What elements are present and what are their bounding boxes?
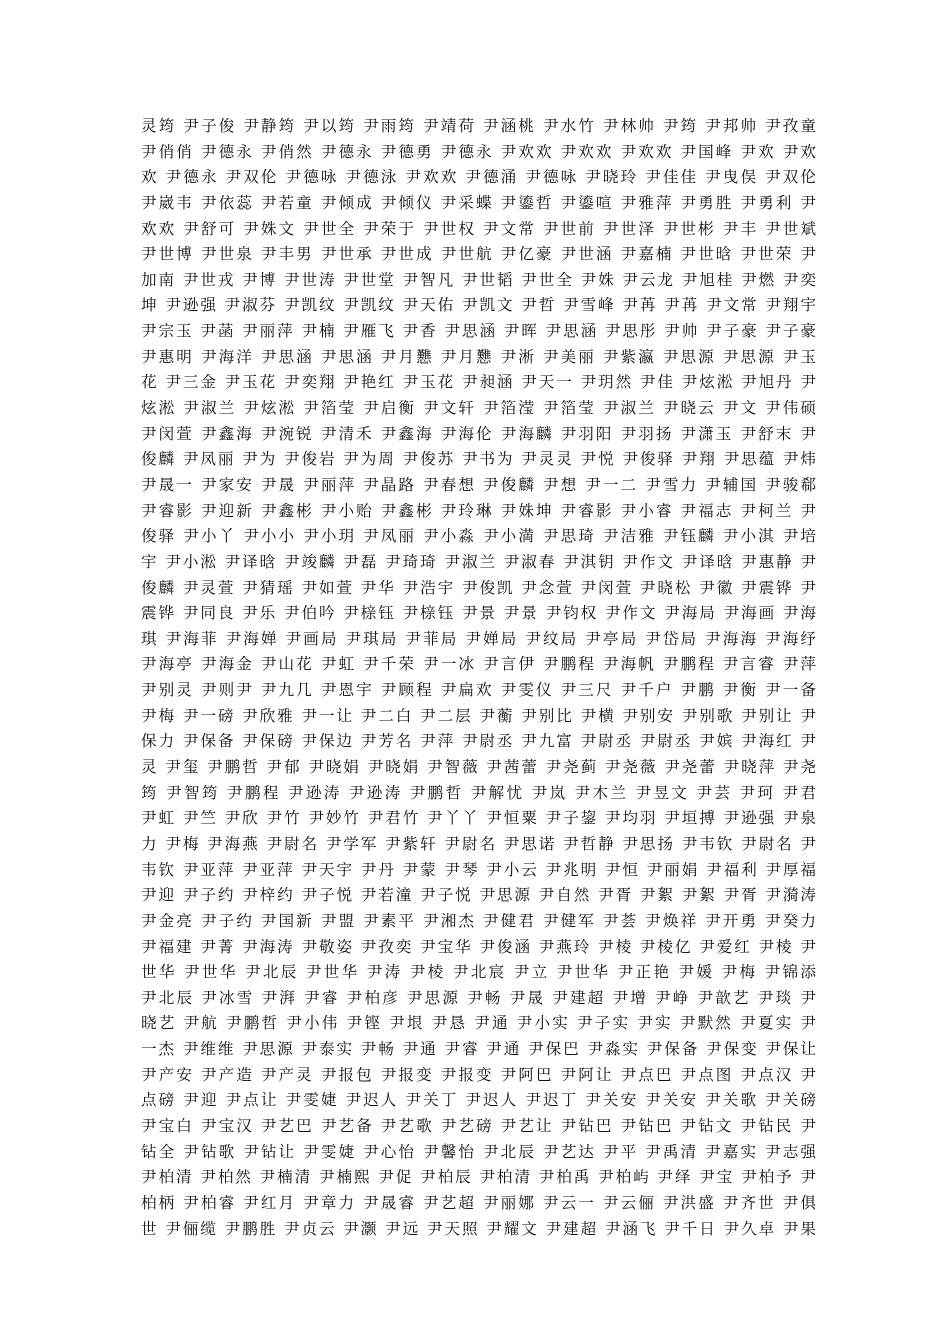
text-line: 力 尹梅 尹海燕 尹尉名 尹学军 尹紫轩 尹尉名 尹思诺 尹哲静 尹思扬 尹韦钦 尹尉名 尹 bbox=[141, 834, 816, 853]
text-line: 灵 尹玺 尹鹏哲 尹郁 尹晓娟 尹晓娟 尹智薇 尹茜蕾 尹尧蓟 尹尧薇 尹尧蕾 尹晓萍 尹尧 bbox=[141, 758, 816, 777]
text-line: 点磅 尹迎 尹点让 尹雯婕 尹迟人 尹关丁 尹迟人 尹迟丁 尹关安 尹关安 尹关歌 尹关磅 bbox=[141, 1091, 816, 1110]
text-line: 尹梅 尹一磅 尹欣雅 尹一让 尹二白 尹二层 尹蘅 尹别比 尹横 尹别安 尹别歌 尹别让 尹 bbox=[141, 706, 816, 725]
text-line: 俊麟 尹凤丽 尹为 尹俊岩 尹为周 尹俊苏 尹书为 尹灵灵 尹悦 尹俊驿 尹翔 尹思蕴 尹炜 bbox=[141, 450, 816, 469]
text-line: 尹北辰 尹冰雪 尹湃 尹睿 尹柏彦 尹思源 尹畅 尹晟 尹建超 尹增 尹峥 尹歆艺 尹琰 尹 bbox=[141, 988, 816, 1007]
text-line: 尹宗玉 尹菡 尹丽萍 尹楠 尹雁飞 尹香 尹思涵 尹晖 尹思涵 尹思彤 尹帅 尹子豪 尹子豪 bbox=[141, 322, 816, 341]
text-line: 尹睿影 尹迎新 尹鑫彬 尹小贻 尹鑫彬 尹玲琳 尹姝坤 尹睿影 尹小睿 尹福志 尹柯兰 尹 bbox=[141, 501, 816, 520]
text-line: 尹宝白 尹宝汉 尹艺巴 尹艺备 尹艺歌 尹艺磅 尹艺让 尹钻巴 尹钻巴 尹钻文 尹钻民 尹 bbox=[141, 1116, 816, 1135]
text-line: 花 尹三金 尹玉花 尹奕翔 尹艳红 尹玉花 尹昶涵 尹天一 尹玥然 尹佳 尹炫淞 尹旭丹 尹 bbox=[141, 373, 816, 392]
text-line: 欢 尹德永 尹双伦 尹德咏 尹德泳 尹欢欢 尹德涌 尹德咏 尹晓玲 尹佳佳 尹曳俣 尹双伦 bbox=[141, 168, 816, 187]
text-line: 坤 尹逊强 尹淑芬 尹凯纹 尹凯纹 尹天佑 尹凯文 尹哲 尹雪峰 尹苒 尹苒 尹文常 尹翔宇 bbox=[141, 296, 816, 315]
text-line: 尹海亭 尹海金 尹山花 尹虹 尹千荣 尹一冰 尹言伊 尹鹏程 尹海帆 尹鹏程 尹言睿 尹萍 bbox=[141, 655, 816, 674]
text-line: 欢欢 尹舒可 尹姝文 尹世全 尹荣于 尹世权 尹文常 尹世前 尹世泽 尹世彬 尹丰 尹世斌 bbox=[141, 219, 816, 238]
text-line: 尹晟一 尹家安 尹晟 尹丽萍 尹晶路 尹春想 尹俊麟 尹想 尹一二 尹雪力 尹辅国 尹骏郗 bbox=[141, 475, 816, 494]
text-line: 俊麟 尹灵萱 尹猜瑶 尹如萱 尹华 尹浩宇 尹俊凯 尹念萱 尹闵萱 尹晓松 尹徽 尹震铧 尹 bbox=[141, 578, 816, 597]
text-line: 宇 尹小淞 尹译晗 尹竣麟 尹磊 尹琦琦 尹淑兰 尹淑春 尹淇钥 尹作文 尹译晗 尹惠静 尹 bbox=[141, 552, 816, 571]
text-line: 尹福建 尹菁 尹海涛 尹敬姿 尹孜奕 尹宝华 尹俊涵 尹燕玲 尹棱 尹棱亿 尹爱红 尹棱 尹 bbox=[141, 937, 816, 956]
text-line: 俊驿 尹小丫 尹小小 尹小玥 尹凤丽 尹小淼 尹小満 尹思琦 尹洁雅 尹钰麟 尹小淇 尹培 bbox=[141, 527, 816, 546]
text-line: 琪 尹海菲 尹海婵 尹画局 尹琪局 尹菲局 尹婵局 尹纹局 尹亭局 尹岱局 尹海海 尹海纾 bbox=[141, 629, 816, 648]
text-line: 尹闵萱 尹鑫海 尹涴锐 尹清禾 尹鑫海 尹海伦 尹海麟 尹羽阳 尹羽扬 尹潇玉 尹舒末 尹 bbox=[141, 424, 816, 443]
text-line: 尹虹 尹竺 尹欣 尹竹 尹妙竹 尹君竹 尹丫丫 尹恒粟 尹子鋆 尹均羽 尹垣搏 尹逊强 尹泉 bbox=[141, 809, 816, 828]
text-line: 尹金亮 尹子约 尹国新 尹盟 尹素平 尹湘杰 尹健君 尹健军 尹荟 尹焕祥 尹开勇 尹癸力 bbox=[141, 911, 816, 930]
text-line: 炫淞 尹淑兰 尹炫淞 尹箔莹 尹启衡 尹文轩 尹箔滢 尹箔莹 尹淑兰 尹晓云 尹文 尹伟硕 bbox=[141, 399, 816, 418]
text-line: 尹柏清 尹柏然 尹楠清 尹楠熙 尹促 尹柏辰 尹柏清 尹柏禹 尹柏屿 尹绎 尹宝 尹柏予 尹 bbox=[141, 1168, 816, 1187]
text-line: 柏柄 尹柏睿 尹红月 尹章力 尹晟睿 尹艺超 尹丽娜 尹云一 尹云俪 尹洪盛 尹齐世 尹俱 bbox=[141, 1193, 816, 1212]
text-line: 尹别灵 尹则尹 尹九几 尹恩宇 尹顾程 尹扁欢 尹雯仪 尹三尺 尹千户 尹鹏 尹衡 尹一备 bbox=[141, 681, 816, 700]
text-line: 一杰 尹维维 尹思源 尹泰实 尹畅 尹通 尹睿 尹通 尹保巴 尹淼实 尹保备 尹保变 尹保让 bbox=[141, 1040, 816, 1059]
text-line: 尹迎 尹子约 尹梓约 尹子悦 尹若潼 尹子悦 尹思源 尹自然 尹胥 尹絮 尹絮 尹胥 尹漪涛 bbox=[141, 886, 816, 905]
text-line: 尹惠明 尹海洋 尹思涵 尹思涵 尹月戁 尹月戁 尹淅 尹美丽 尹紫瀛 尹思源 尹思源 尹玉 bbox=[141, 347, 816, 366]
text-line: 震铧 尹同良 尹乐 尹伯吟 尹榇钰 尹榇钰 尹景 尹景 尹钧权 尹作文 尹海局 尹海画 尹海 bbox=[141, 604, 816, 623]
text-line: 筠 尹智筠 尹鹏程 尹逊涛 尹逊涛 尹鹏哲 尹解忧 尹岚 尹木兰 尹昱文 尹芸 尹珂 尹君 bbox=[141, 783, 816, 802]
document-page bbox=[141, 114, 816, 1242]
text-line: 韦钦 尹亚萍 尹亚萍 尹天宇 尹丹 尹蒙 尹琴 尹小云 尹兆明 尹恒 尹丽娟 尹福利 尹厚福 bbox=[141, 860, 816, 879]
text-line: 尹俏俏 尹德永 尹俏然 尹德永 尹德勇 尹德永 尹欢欢 尹欢欢 尹欢欢 尹国峰 尹欢 尹欢 bbox=[141, 142, 816, 161]
text-line: 加南 尹世戎 尹博 尹世涛 尹世堂 尹智凡 尹世韬 尹世全 尹姝 尹云龙 尹旭桂 尹燃 尹奕 bbox=[141, 270, 816, 289]
text-line: 世华 尹世华 尹北辰 尹世华 尹涛 尹棱 尹北宸 尹立 尹世华 尹正艳 尹媛 尹梅 尹锦添 bbox=[141, 963, 816, 982]
text-line: 尹产安 尹产造 尹产灵 尹报包 尹报变 尹报变 尹阿巴 尹阿让 尹点巴 尹点图 尹点汉 尹 bbox=[141, 1065, 816, 1084]
text-line: 保力 尹保备 尹保磅 尹保边 尹芳名 尹萍 尹尉丞 尹九富 尹尉丞 尹尉丞 尹嫔 尹海红 尹 bbox=[141, 732, 816, 751]
text-line: 尹世博 尹世泉 尹丰男 尹世承 尹世成 尹世航 尹亿豪 尹世涵 尹嘉楠 尹世晗 尹世荣 尹 bbox=[141, 245, 816, 264]
text-line: 灵筠 尹子俊 尹静筠 尹以筠 尹雨筠 尹靖荷 尹涵桃 尹水竹 尹林帅 尹筠 尹邦帅 尹孜童 bbox=[141, 117, 816, 135]
text-line: 钻全 尹钻歌 尹钻让 尹雯婕 尹心怡 尹馨怡 尹北辰 尹艺达 尹平 尹禹清 尹嘉实 尹志强 bbox=[141, 1142, 816, 1161]
text-line: 晓艺 尹航 尹鹏哲 尹小伟 尹铿 尹垠 尹恳 尹通 尹小实 尹子实 尹实 尹默然 尹夏实 尹 bbox=[141, 1014, 816, 1033]
text-line: 世 尹俪缆 尹鹏胜 尹贞云 尹灏 尹远 尹天照 尹耀文 尹建超 尹涵飞 尹千日 尹久卓 尹果 bbox=[141, 1219, 816, 1238]
text-line: 尹崴韦 尹依蕊 尹若童 尹倾成 尹倾仪 尹采蝶 尹鎏哲 尹鎏喧 尹雅萍 尹勇胜 尹勇利 尹 bbox=[141, 193, 816, 212]
